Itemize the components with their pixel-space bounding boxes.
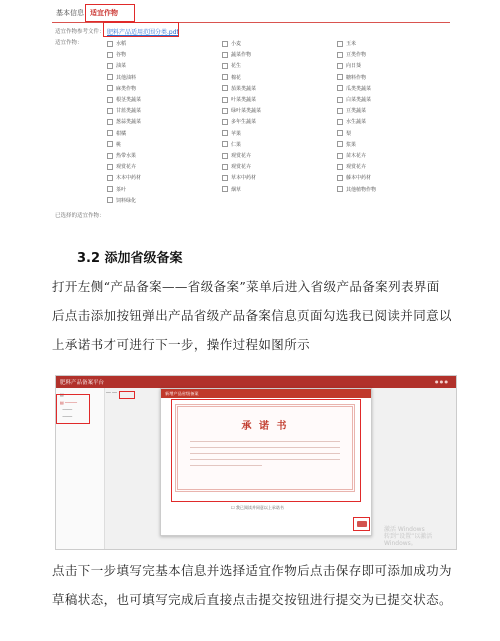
app-header-bar (56, 376, 456, 388)
crop-label: 柑橘 (116, 130, 127, 137)
crop-checkbox[interactable] (107, 96, 141, 103)
form-tabs (52, 6, 450, 23)
checkbox-icon (107, 153, 113, 159)
ref-file-link[interactable]: 肥料产品适用范围分类.pdf (107, 29, 179, 36)
crop-checkbox[interactable] (222, 51, 251, 58)
agree-label: 我已阅读并同意以上承诺书 (235, 505, 284, 510)
crop-checkbox[interactable] (107, 107, 141, 114)
crop-label: 桃 (116, 141, 122, 148)
crop-checkbox[interactable] (337, 186, 376, 193)
checkbox-icon (107, 74, 113, 80)
crop-checkbox[interactable] (337, 141, 356, 148)
checkbox-icon (337, 153, 343, 159)
checkbox-icon (337, 85, 343, 91)
crop-checkbox[interactable] (107, 51, 126, 58)
checkbox-icon (107, 141, 113, 147)
checkbox-icon (107, 85, 113, 91)
crop-checkbox[interactable] (222, 186, 241, 193)
user-menu-icon[interactable]: ● ● ● (434, 379, 448, 384)
checkbox-icon (107, 197, 113, 203)
checkbox-icon (337, 130, 343, 136)
checkbox-icon (107, 52, 113, 58)
crop-label: 糖料作物 (346, 74, 367, 81)
crop-label: 蔬菜作物 (231, 52, 252, 59)
crop-label: 葱蒜类蔬菜 (116, 119, 142, 126)
crop-checkbox[interactable] (107, 118, 141, 125)
crop-checkbox[interactable] (222, 118, 256, 125)
crop-label: 谷物 (116, 52, 127, 59)
highlight-box-add-button[interactable] (119, 391, 135, 399)
checkbox-icon (107, 164, 113, 170)
highlight-box-next-button (353, 517, 370, 531)
checkbox-icon (222, 97, 228, 103)
crop-label: 绿叶菜类蔬菜 (231, 108, 262, 115)
crop-label: 其他油料 (116, 74, 137, 81)
crop-checkbox[interactable] (107, 40, 126, 47)
crop-checkbox[interactable] (337, 163, 366, 170)
crop-label: 观赏花卉 (231, 153, 252, 159)
list-toolbar: ── ── (106, 390, 117, 395)
crop-label: 木本中药材 (116, 175, 142, 182)
crop-checkbox[interactable] (337, 96, 371, 103)
crop-label: 叶菜类蔬菜 (231, 97, 257, 103)
crop-label: 烟草 (231, 186, 242, 193)
crop-label: 向日葵 (346, 63, 362, 70)
checkbox-icon (222, 164, 228, 170)
crop-label: 苗木花卉 (346, 153, 367, 159)
checkbox-icon (337, 164, 343, 170)
crop-label: 麻类作物 (116, 85, 137, 92)
dialog-title: 新增产品省级备案 (165, 390, 199, 396)
checkbox-icon (337, 141, 343, 147)
crop-label: 饲料绿化 (116, 197, 137, 204)
sidebar-item-1[interactable]: ▤ ─── (60, 392, 73, 397)
crop-label: 茄果类蔬菜 (231, 85, 257, 92)
sidebar-item-3[interactable]: ──── (60, 414, 73, 419)
checkbox-icon (222, 186, 228, 192)
windows-activation-watermark (384, 526, 456, 547)
checkbox-icon (107, 63, 113, 69)
checkbox-icon (222, 63, 228, 69)
crop-checkbox[interactable] (107, 163, 136, 170)
checkbox-icon (337, 74, 343, 80)
crop-checkbox[interactable] (337, 51, 366, 58)
watermark-line-1: 激活 Windows (384, 526, 425, 533)
checkbox-icon (222, 52, 228, 58)
crop-checkbox[interactable] (222, 174, 256, 181)
dialog-header (161, 389, 371, 398)
checkbox-icon (222, 141, 228, 147)
checkbox-icon (222, 175, 228, 181)
ref-file-label: 适宜作物参考文件： (55, 29, 105, 35)
app-sidebar (56, 388, 105, 549)
app-screenshot (55, 375, 457, 550)
crop-label: 观赏花卉 (231, 164, 252, 171)
crop-label: 白菜类蔬菜 (346, 97, 372, 103)
crop-checkbox[interactable] (107, 186, 126, 193)
checkbox-icon (337, 41, 343, 47)
checkbox-icon (337, 63, 343, 69)
crop-checkbox[interactable] (337, 40, 356, 47)
checkbox-icon (222, 108, 228, 114)
crop-checkbox[interactable] (222, 163, 251, 170)
crop-checkbox[interactable] (107, 85, 136, 92)
checkbox-icon (222, 85, 228, 91)
highlight-box-commitment (171, 399, 361, 502)
crop-label: 玉米 (346, 41, 357, 47)
crop-checkbox[interactable] (107, 174, 141, 181)
paragraph-1: 打开左侧“产品备案——省级备案”菜单后进入省级产品备案列表界面后点击添加按钮弹出产品省级产品备案信息页面勾选我已阅读并同意以上承诺书才可进行下一步，操作过程如图所示 (52, 279, 452, 352)
checkbox-icon (222, 130, 228, 136)
crop-label: 草本中药材 (231, 175, 257, 182)
checkbox-icon (107, 119, 113, 125)
crop-label: 多年生蔬菜 (231, 119, 257, 126)
checkbox-icon (107, 130, 113, 136)
crop-label: 水稻 (116, 41, 127, 47)
paragraph-2: 点击下一步填写完基本信息并选择适宜作物后点击保存即可添加成功为草稿状态，也可填写完成后直接点击提交按钮进行提交为已提交状态。 (52, 563, 452, 607)
crop-checkbox[interactable] (222, 130, 241, 137)
checkbox-icon (337, 175, 343, 181)
crop-label: 其他植物作物 (346, 186, 377, 193)
filing-dialog (160, 388, 372, 536)
crop-label: 苹果 (231, 130, 242, 137)
crop-label: 豆类蔬菜 (346, 108, 367, 115)
checkbox-icon (337, 97, 343, 103)
crop-label: 观赏花卉 (116, 164, 137, 171)
crop-label: 热带水果 (116, 153, 137, 159)
crop-checkbox[interactable] (222, 62, 241, 69)
crop-checkbox[interactable] (222, 40, 241, 47)
checkbox-icon (107, 186, 113, 192)
crop-label: 棉花 (231, 74, 242, 81)
crop-label: 茶叶 (116, 186, 127, 193)
watermark-line-2: 转到“设置”以激活 Windows。 (384, 533, 433, 547)
crop-checkbox[interactable] (107, 197, 136, 204)
checkbox-icon (222, 153, 228, 159)
checkbox-icon (337, 186, 343, 192)
crop-label: 梨 (346, 130, 352, 137)
checkbox-icon (222, 119, 228, 125)
crop-checkbox[interactable] (222, 96, 256, 103)
checkbox-icon (107, 175, 113, 181)
selected-crops-label: 已选择的适宜作物： (55, 213, 105, 219)
crop-checkbox[interactable] (337, 174, 371, 181)
crop-label: 藤本中药材 (346, 175, 372, 182)
crop-label: 甘蓝类蔬菜 (116, 108, 142, 115)
sidebar-item-4[interactable]: ──── (60, 421, 73, 426)
crop-checkbox[interactable] (107, 141, 121, 148)
crop-checkbox[interactable] (337, 85, 371, 92)
crop-label: 花生 (231, 63, 242, 70)
crop-label: 浆果 (346, 141, 357, 148)
crop-checkbox[interactable] (107, 74, 136, 81)
checkbox-icon (337, 108, 343, 114)
crop-checkbox[interactable] (337, 62, 361, 69)
highlight-box-ref-file (103, 22, 179, 37)
checkbox-icon (222, 41, 228, 47)
checkbox-icon (337, 52, 343, 58)
crop-label: 根茎类蔬菜 (116, 97, 142, 103)
crop-label: 油菜 (116, 63, 127, 70)
crop-checkbox[interactable] (107, 130, 126, 137)
crop-checkbox[interactable] (222, 85, 256, 92)
section-heading: 3.2 添加省级备案 (77, 251, 183, 266)
checkbox-icon (337, 119, 343, 125)
crop-checkbox[interactable] (337, 107, 366, 114)
crop-label: 水生蔬菜 (346, 119, 367, 126)
agree-checkbox[interactable]: ☐ 我已阅读并同意以上承诺书 (231, 505, 284, 510)
crop-checkbox[interactable] (222, 74, 241, 81)
checkbox-icon (107, 108, 113, 114)
crop-checkbox[interactable] (107, 152, 136, 159)
crop-label: 仁果 (231, 141, 242, 148)
crop-checkbox[interactable] (337, 152, 366, 159)
highlight-box-sidebar (56, 394, 90, 424)
highlight-box-tab (85, 4, 135, 22)
crops-label: 适宜作物： (55, 40, 83, 46)
crop-checkbox[interactable] (222, 141, 241, 148)
crop-checkbox[interactable] (222, 152, 251, 159)
app-title: 肥料产品备案平台 (60, 380, 105, 386)
crop-checkbox[interactable] (222, 107, 261, 114)
crop-checkbox[interactable] (337, 74, 366, 81)
crop-checkbox[interactable] (107, 62, 126, 69)
checkbox-icon (107, 41, 113, 47)
crop-checkbox[interactable] (337, 130, 351, 137)
sidebar-item-product-filing[interactable]: ▤ ───── (60, 400, 78, 405)
sidebar-item-2[interactable]: ──── (60, 407, 73, 412)
crop-label: 瓜类类蔬菜 (346, 85, 372, 92)
crop-checkbox[interactable] (337, 118, 366, 125)
crop-label: 观赏花卉 (346, 164, 367, 171)
crop-label: 小麦 (231, 41, 242, 47)
tab-basic-info[interactable]: 基本信息 (56, 9, 84, 17)
commitment-title: 承 诺 书 (241, 421, 289, 432)
crop-label: 豆类作物 (346, 52, 367, 59)
tab-suitable-crops[interactable]: 适宜作物 (90, 9, 118, 17)
checkbox-icon (222, 74, 228, 80)
checkbox-icon (107, 97, 113, 103)
